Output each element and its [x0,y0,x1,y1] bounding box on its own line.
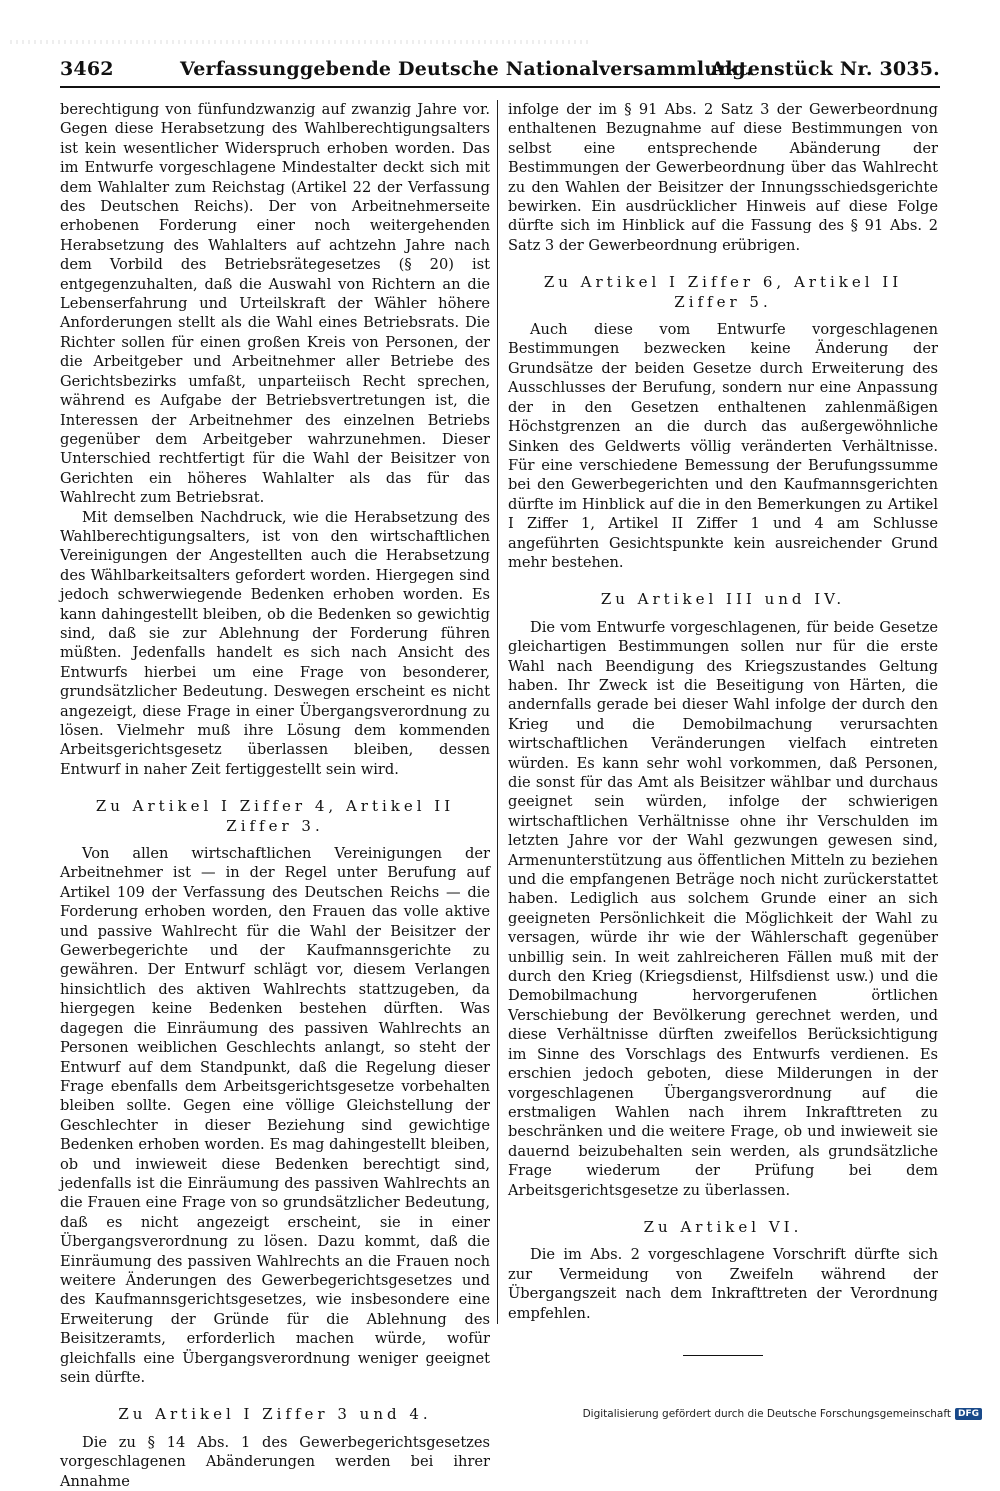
section-heading: Zu Artikel I Ziffer 3 und 4. [118,1405,432,1424]
paragraph: Von allen wirtschaftlichen Vereinigungen der Arbeitnehmer ist — in der Regel unter Berufung auf Artikel 109 der Verfassung des Deutschen Reichs — die Forderung erhoben worden, den Frauen das volle aktive und passive Wahlrecht für die Wahl der Beisitzer der Gewerbegerichte und der Kaufmannsgerichte zu gewähren. Der Entwurf schlägt vor, diesem Verlangen hinsichtlich des aktiven Wahlrechts stattzugeben, da hiergegen keine Bedenken bestehen dürften. Was dagegen die Einräumung des passiven Wahlrechts an Personen weiblichen Geschlechts anlangt, so steht der Entwurf auf dem Standpunkt, daß die Regelung dieser Frage ebenfalls dem Arbeitsgerichtsgesetze vorbehalten bleiben sollte. Gegen eine völlige Gleichstellung der Geschlechter in dieser Beziehung sind gewichtige Bedenken erhoben worden. Es mag dahingestellt bleiben, ob und inwieweit diese Bedenken berechtigt sind, jedenfalls ist die Einräumung des passiven Wahlrechts an die Frauen eine Frage von so grundsätzlicher Bedeutung, daß es nicht angezeigt erscheint, sie in einer Übergangsverordnung zu lösen. Dazu kommt, daß die Einräumung des passiven Wahlrechts an die Frauen noch weitere Änderungen des Gewerbegerichtsgesetzes und des Kaufmannsgerichtsgesetzes, wie insbesondere eine Erweiterung der Gründe für die Ablehnung des Beisitzeramts, erforderlich machen würde, wofür gleichfalls eine Übergangsverordnung weniger geeignet sein dürfte. [60,845,490,1386]
scan-artifact [10,40,590,44]
paragraph: Die vom Entwurfe vorgeschlagenen, für beide Gesetze gleichartigen Bestimmungen sollen nur für die erste Wahl nach Beendigung des Kriegszustandes Geltung haben. Ihr Zweck ist die Beseitigung von Härten, die andernfalls gerade bei dieser Wahl infolge der durch den Krieg und die Demobilmachung verursachten wirtschaftlichen Veränderungen vielfach eintreten würden. Es kann sehr wohl vorkommen, daß Personen, die sonst für das Amt als Beisitzer wählbar und durchaus geeignet sein würden, infolge der schwierigen wirtschaftlichen Verhältnisse ohne ihr Verschulden im letzten Jahre vor der Wahl gezwungen gewesen sind, Armenunterstützung aus öffentlichen Mitteln zu beziehen und die empfangenen Beträge noch nicht zurückerstattet haben. Lediglich aus solchem Grunde einer an sich geeigneten Persönlichkeit die Möglichkeit der Wahl zu versagen, würde ihr wie der Wählerschaft gegenüber unbillig sein. In weit zahlreicheren Fällen muß mit der durch den Krieg (Kriegsdienst, Hilfsdienst usw.) und die Demobilmachung hervorgerufenen örtlichen Verschiebung der Bevölkerung gerechnet werden, und diese Verhältnisse dürften zweifellos Berücksichtigung im Sinne des Vorschlags des Entwurfs verdienen. Es erschien jedoch geboten, diese Milderungen in der vorgeschlagenen Übergangsverordnung auf die erstmaligen Wahlen nach ihrem Inkrafttreten zu beschränken und die weitere Frage, ob und inwieweit sie dauernd beizubehalten sein werden, als grundsätzliche Frage wiederum der Prüfung bei dem Arbeitsgerichtsgesetze zu überlassen. [508,618,938,1199]
section-heading: Zu Artikel III und IV. [600,590,846,609]
paragraph: Mit demselben Nachdruck, wie die Herabsetzung des Wahlberechtigungsalters, ist von den wirtschaftlichen Vereinigungen der Angestellten auch die Herabsetzung des Wählbarkeitsalters gefordert worden. Hiergegen sind jedoch schwerwiegende Bedenken erhoben worden. Es kann dahingestellt bleiben, ob die Bedenken so gewichtig sind, daß sie zur Ablehnung der Forderung führen müßten. Jedenfalls handelt es sich nach Ansicht des Entwurfs hierbei um eine Frage von besonderer, grundsätzlicher Bedeutung. Deswegen erscheint es nicht angezeigt, diese Frage in einer Übergangsverordnung zu lösen. Vielmehr muß ihre Lösung dem kommenden Arbeitsgerichtsgesetz überlassen bleiben, dessen Entwurf in naher Zeit fertiggestellt sein wird. [60,508,490,778]
document-reference: Aktenstück Nr. 3035. [710,58,940,80]
paragraph: infolge der im § 91 Abs. 2 Satz 3 der Gewerbeordnung enthaltenen Bezugnahme auf diese Bestimmungen von selbst eine entsprechende Abänderung der Bestimmungen der Gewerbeordnung über das Wahlrecht zu den Wahlen der Beisitzer der Innungsschiedsgerichte bewirken. Ein ausdrücklicher Hinweis auf diese Folge dürfte sich im Hinblick auf die Fassung des § 91 Abs. 2 Satz 3 der Gewerbeordnung erübrigen. [508,101,938,254]
left-column [60,100,490,1491]
right-column [508,100,938,1356]
paragraph: berechtigung von fünfundzwanzig auf zwanzig Jahre vor. Gegen diese Herabsetzung des Wahlberechtigungsalters ist kein wesentlicher Widerspruch erhoben worden. Das im Entwurfe vorgeschlagene Mindestalter deckt sich mit dem Wahlalter zum Reichstag (Artikel 22 der Verfassung des Deutschen Reichs). Der von Arbeitnehmerseite erhobenen Forderung einer noch weitergehenden Herabsetzung des Wahlalters auf achtzehn Jahre nach dem Vorbild des Betriebsrätegesetzes (§ 20) ist entgegenzuhalten, daß die Auswahl von Richtern an die Lebenserfahrung und Urteilskraft der Wähler höhere Anforderungen stellt als die Wahl eines Betriebsrats. Die Richter sollen für einen großen Kreis von Personen, der die Arbeitgeber und Arbeitnehmer aller Betriebe des Gerichtsbezirks umfaßt, unparteiisch Recht sprechen, während es Aufgabe der Betriebsvertretungen ist, die Interessen der Arbeitnehmer des einzelnen Betriebs gegenüber dem Arbeitgeber wahrzunehmen. Dieser Unterschied rechtfertigt für die Wahl der Beisitzer von Gerichten ein höheres Wahlalter als das für das Wahlrecht zum Betriebsrat. [60,101,490,507]
header-title: Verfassunggebende Deutsche Nationalversammlung. [180,58,753,80]
footer [583,1408,982,1420]
paragraph: Auch diese vom Entwurfe vorgeschlagenen Bestimmungen bezwecken keine Änderung der Grundsätze der beiden Gesetze durch Erweiterung des Ausschlusses der Berufung, sondern nur eine Anpassung der in den Gesetzen enthaltenen zahlenmäßigen Höchstgrenzen an die durch das außergewöhnliche Sinken des Geldwerts völlig veränderten Verhältnisse. Für eine verschiedene Bemessung der Berufungssumme bei den Gewerbegerichten und den Kaufmannsgerichten dürfte im Hinblick auf die in den Bemerkungen zu Artikel I Ziffer 1, Artikel II Ziffer 1 und 4 am Schlusse angeführten Gesichtspunkte kein ausreichender Grund mehr bestehen. [508,321,938,571]
paragraph: Die zu § 14 Abs. 1 des Gewerbegerichtsgesetzes vorgeschlagenen Abänderungen werden bei ihrer Annahme [60,1433,490,1490]
section-heading: Zu Artikel I Ziffer 4, Artikel II Ziffer 3. [95,797,455,835]
page-header [60,58,940,88]
column-divider [497,100,498,1324]
footer-text: Digitalisierung gefördert durch die Deutsche Forschungsgemeinschaft [582,1408,951,1420]
page-number: 3462 [60,58,114,80]
paragraph: Die im Abs. 2 vorgeschlagene Vorschrift dürfte sich zur Vermeidung von Zweifeln während der Übergangszeit nach dem Inkrafttreten der Verordnung empfehlen. [508,1246,938,1322]
section-heading: Zu Artikel I Ziffer 6, Artikel II Ziffer 5. [543,273,903,311]
end-rule [683,1355,763,1356]
section-heading: Zu Artikel VI. [643,1217,803,1236]
dfg-logo: DFG [955,1408,982,1420]
